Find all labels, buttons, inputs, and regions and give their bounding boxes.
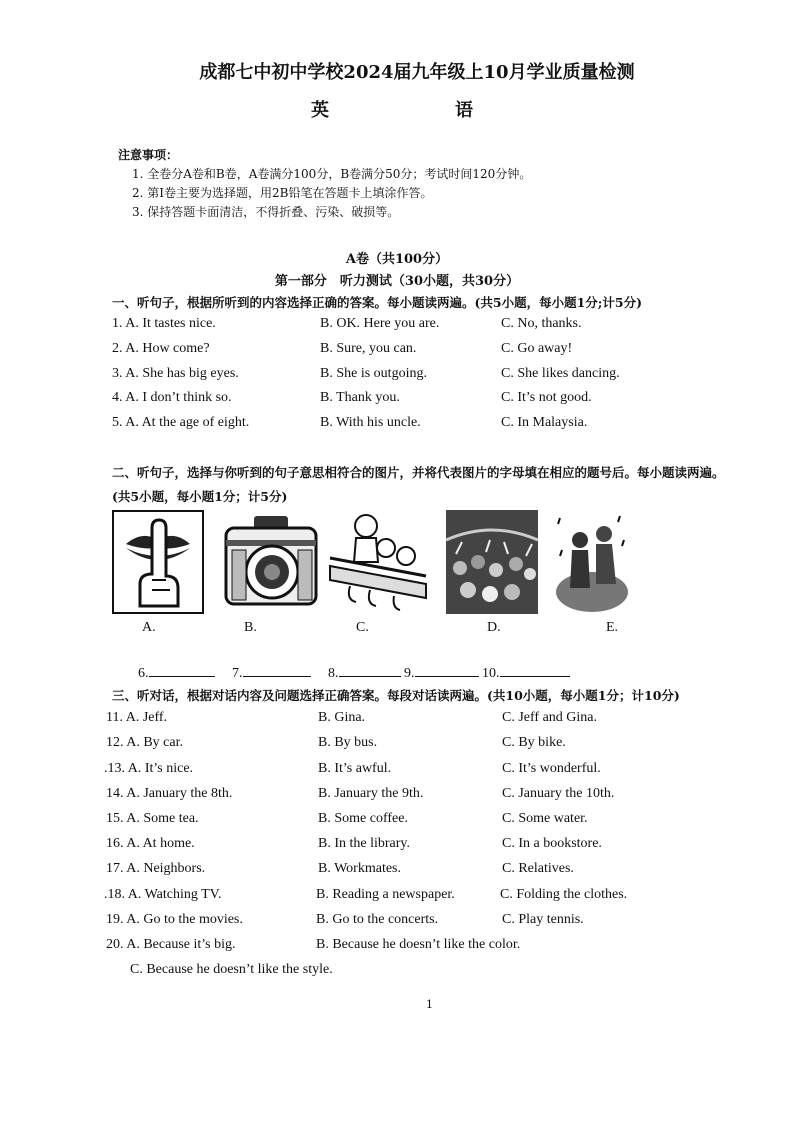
option-a: 16. A. At home.: [106, 836, 195, 851]
answer-blank[interactable]: [415, 662, 479, 677]
question-row: [106, 735, 706, 757]
question-row: [106, 836, 706, 858]
question-row: [104, 887, 704, 909]
question-row: [112, 390, 712, 412]
question-row: [112, 316, 712, 338]
option-a: .13. A. It’s nice.: [104, 761, 194, 776]
blank-label: 8.: [328, 666, 339, 681]
option-a: 17. A. Neighbors.: [106, 861, 206, 876]
question-row: [112, 415, 712, 437]
option-a: 15. A. Some tea.: [106, 811, 199, 826]
blank-label: 10.: [482, 666, 500, 681]
option-c: C. Because he doesn’t like the style.: [130, 962, 333, 977]
picture-label: A.: [142, 620, 156, 635]
option-b: B. Some coffee.: [318, 811, 408, 826]
question-row: [106, 710, 706, 732]
question-row: [106, 861, 706, 883]
option-c: C. By bike.: [502, 735, 566, 750]
option-a: 19. A. Go to the movies.: [106, 912, 243, 927]
blank-label: 6.: [138, 666, 149, 681]
option-c: C. In Malaysia.: [501, 415, 588, 430]
exam-title: 成都七中初中学校2024届九年级上10月学业质量检测: [199, 62, 635, 83]
notes-item: 3. 保持答题卡面清洁，不得折叠、污染、破损等。: [132, 205, 400, 219]
option-a: 12. A. By car.: [106, 735, 183, 750]
picture-label: E.: [606, 620, 619, 635]
option-c: C. Folding the clothes.: [500, 887, 628, 902]
exam-notes: [118, 146, 531, 222]
picture-b: [218, 510, 322, 614]
answer-blank[interactable]: [149, 662, 215, 677]
option-b: B. She is outgoing.: [320, 366, 427, 381]
section2-heading-cont: (共5小题，每小题1分；计5分): [112, 489, 288, 504]
answer-blank[interactable]: [500, 662, 570, 677]
option-a: 1. A. It tastes nice.: [112, 316, 216, 331]
option-c: C. January the 10th.: [502, 786, 615, 801]
question-row: [112, 366, 712, 388]
option-c: C. Play tennis.: [502, 912, 584, 927]
option-c: C. Some water.: [502, 811, 588, 826]
picture-d: [446, 510, 538, 614]
option-b: B. With his uncle.: [320, 415, 421, 430]
option-c: C. Relatives.: [502, 861, 574, 876]
blank-label: 9.: [404, 666, 415, 681]
section3-heading: 三、听对话，根据对话内容及问题选择正确答案。每段对话读两遍。(共10小题，每小题1分；计10分): [112, 688, 680, 703]
option-b: B. Thank you.: [320, 390, 400, 405]
option-b: B. Reading a newspaper.: [316, 887, 455, 902]
notes-heading: 注意事项：: [118, 148, 179, 162]
picture-label: B.: [244, 620, 257, 635]
option-a: .18. A. Watching TV.: [104, 887, 222, 902]
option-c: C. It’s not good.: [501, 390, 592, 405]
picture-e: [554, 510, 630, 614]
option-b: B. By bus.: [318, 735, 378, 750]
subject-title: 英 语: [311, 100, 503, 121]
question-row: [106, 811, 706, 833]
question-row: [106, 786, 706, 808]
answer-blank[interactable]: [339, 662, 401, 677]
option-a: 4. A. I don’t think so.: [112, 390, 232, 405]
option-c: C. No, thanks.: [501, 316, 582, 331]
option-a: 14. A. January the 8th.: [106, 786, 233, 801]
picture-c: [326, 510, 430, 614]
question-row-cont: [130, 962, 730, 984]
option-c: C. Go away!: [501, 341, 573, 356]
people-in-rain-icon: [554, 510, 630, 614]
question-row: [112, 341, 712, 363]
question-row: [106, 937, 706, 959]
answer-blanks: [138, 662, 570, 682]
finger-on-lips-icon: [112, 510, 204, 614]
option-b: B. Gina.: [318, 710, 366, 725]
option-b: B. Workmates.: [318, 861, 401, 876]
option-b: B. Sure, you can.: [320, 341, 417, 356]
blank-label: 7.: [232, 666, 243, 681]
option-a: 11. A. Jeff.: [106, 710, 168, 725]
option-b: B. It’s awful.: [318, 761, 392, 776]
option-c: C. Jeff and Gina.: [502, 710, 597, 725]
camera-icon: [218, 510, 322, 614]
option-a: 2. A. How come?: [112, 341, 210, 356]
option-a: 20. A. Because it’s big.: [106, 937, 236, 952]
option-a: 5. A. At the age of eight.: [112, 415, 250, 430]
question-row: [106, 912, 706, 934]
option-c: C. It’s wonderful.: [502, 761, 601, 776]
paper-a-heading: A卷（共100分）: [345, 252, 449, 267]
option-b: B. In the library.: [318, 836, 411, 851]
option-c: C. In a bookstore.: [502, 836, 602, 851]
part1-heading: 第一部分 听力测试（30小题，共30分）: [274, 274, 520, 289]
answer-blank[interactable]: [243, 662, 311, 677]
option-b: B. January the 9th.: [318, 786, 424, 801]
children-on-bridge-icon: [326, 510, 430, 614]
notes-item: 2. 第Ⅰ卷主要为选择题，用2B铅笔在答题卡上填涂作答。: [132, 186, 433, 200]
picture-a: [112, 510, 204, 614]
option-b: B. Because he doesn’t like the color.: [316, 937, 521, 952]
question-row: [104, 761, 704, 783]
option-b: B. Go to the concerts.: [316, 912, 439, 927]
section2-heading: 二、听句子，选择与你听到的句子意思相符合的图片，并将代表图片的字母填在相应的题号后。每小题读两遍。: [112, 465, 725, 480]
picture-label: C.: [356, 620, 369, 635]
option-a: 3. A. She has big eyes.: [112, 366, 239, 381]
option-b: B. OK. Here you are.: [320, 316, 440, 331]
notes-item: 1. 全卷分A卷和B卷，A卷满分100分，B卷满分50分；考试时间120分钟。: [132, 167, 532, 181]
picture-label: D.: [487, 620, 501, 635]
crowd-concert-icon: [446, 510, 538, 614]
section1-heading: 一、听句子，根据所听到的内容选择正确的答案。每小题读两遍。(共5小题，每小题1分;计5分): [112, 295, 643, 310]
page-number: 1: [426, 998, 433, 1011]
option-c: C. She likes dancing.: [501, 366, 620, 381]
